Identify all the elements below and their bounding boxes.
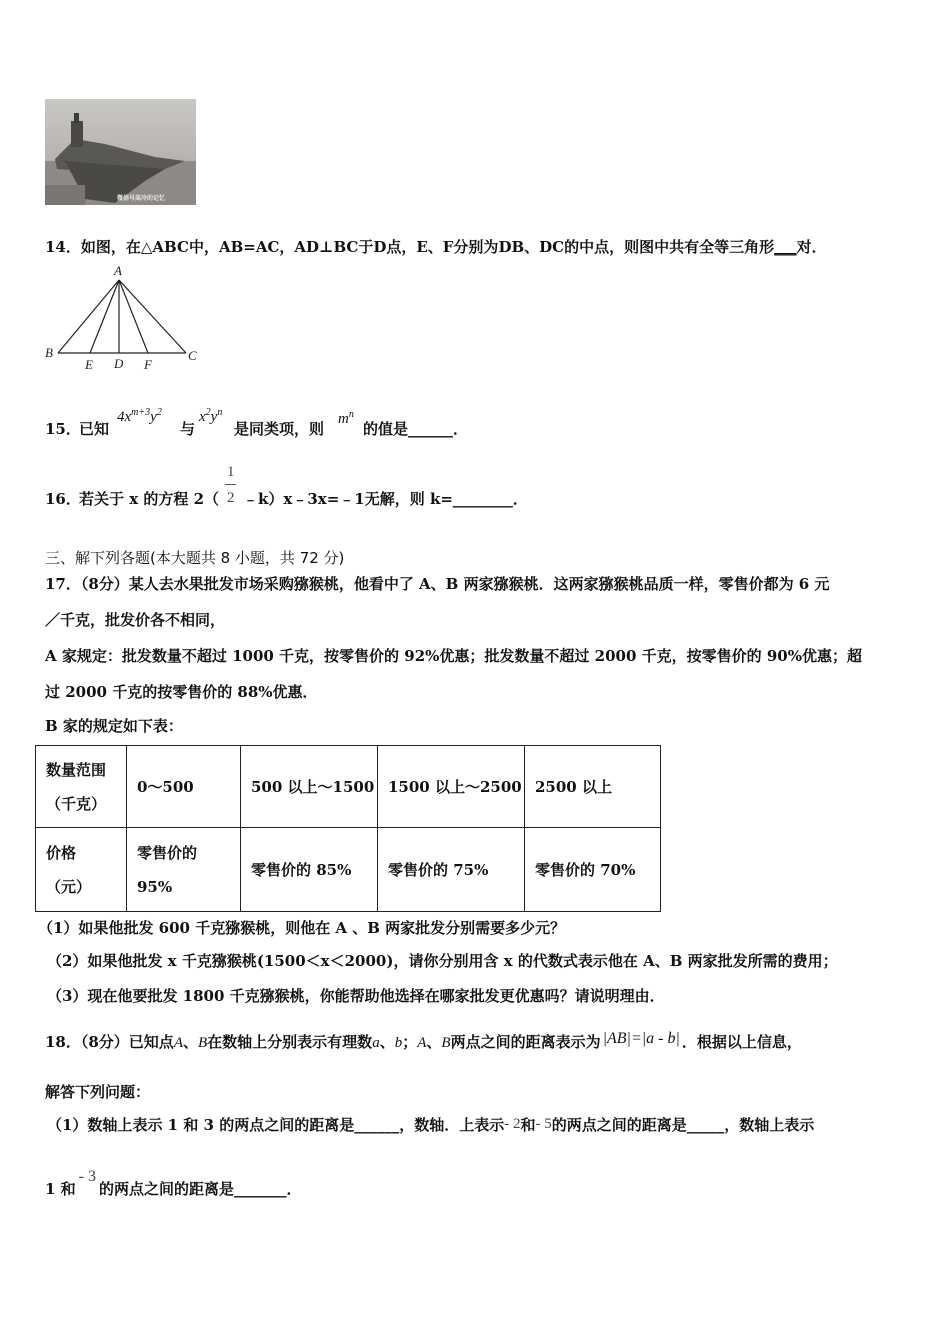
q14-tail: 对． <box>796 238 827 256</box>
q15-number: 15． <box>45 420 81 438</box>
q18-distance-formula: |AB|=|a - b| <box>602 1030 680 1047</box>
table-row <box>36 828 661 912</box>
q15-lead: 已知 <box>79 420 110 438</box>
label-f: F <box>144 357 152 372</box>
q16-fraction-numerator: 1 <box>227 464 235 480</box>
q17-line1: 17．（8分）某人去水果批发市场采购猕猴桃，他看中了 A、B 两家猕猴桃．这两家猕猴桃品质一样，零售价都为 6 元 <box>45 575 830 593</box>
q17-line3: A 家规定：批发数量不超过 1000 千克，按零售价的 92%优惠；批发数量不超过 2000 千克，按零售价的 90%优惠；超 <box>45 647 862 665</box>
side-ac <box>119 280 186 353</box>
q14-blank: ___ <box>774 238 797 256</box>
q16-tail: ﹣k）x﹣3x=﹣1无解，则 k=________． <box>243 490 528 508</box>
aircraft-carrier-photo <box>45 99 196 205</box>
q17-line2: ／千克，批发价各不相同， <box>45 611 226 629</box>
q18-line2: 解答下列问题： <box>45 1083 151 1101</box>
table-row <box>36 746 661 828</box>
table-cell: 价格 （元） <box>36 828 127 912</box>
q15-mid: 是同类项，则 <box>234 420 325 438</box>
q16-fraction-denominator: 2 <box>227 490 235 506</box>
table-cell: 2500 以上 <box>525 746 661 828</box>
q17-sub1: （1）如果他批发 600 千克猕猴桃，则他在 A 、B 两家批发分别需要多少元？ <box>38 919 566 937</box>
q15-expr1: $4x^{m+3}y^2$ <box>117 407 162 425</box>
segment-af <box>119 280 148 353</box>
triangle-diagram <box>44 264 200 374</box>
q16-lead: 若关于 x 的方程 2（ <box>79 490 220 508</box>
q15-with: 与 <box>180 420 196 438</box>
q17-line4: 过 2000 千克的按零售价的 88%优惠． <box>45 683 318 701</box>
table-cell: 零售价的 75% <box>378 828 525 912</box>
label-c: C <box>188 348 197 363</box>
q15-tail: 的值是______． <box>363 420 469 438</box>
q16-fraction-bar <box>225 484 236 485</box>
q15-expr2: $x^2y^n$ <box>199 407 223 425</box>
q14-text: 如图，在△ABC中，AB=AC，AD⊥BC于D点，E、F分别为DB、DC的中点，则图中共有全等三角形 <box>80 238 775 256</box>
q14-number: 14． <box>45 238 81 256</box>
q16-number: 16． <box>45 490 81 508</box>
q17-sub2: （2）如果他批发 x 千克猕猴桃(1500＜x＜2000)，请你分别用含 x 的代数式表示他在 A、B 两家批发所需的费用； <box>47 952 838 970</box>
section-3-title: 三、解下列各题(本大题共 8 小题，共 72 分) <box>45 549 345 567</box>
question-16 <box>45 462 645 512</box>
side-ab <box>58 280 119 353</box>
label-e: E <box>85 357 93 372</box>
b-pricing-table <box>35 745 661 912</box>
q18-line1: 18．（8分）已知点A、B在数轴上分别表示有理数a、b；A、B两点之间的距离表示为 |AB|=|a - b| ．根据以上信息， <box>45 1030 802 1051</box>
table-cell: 500 以上～1500 <box>241 746 378 828</box>
q18-line3: （1）数轴上表示 1 和 3 的两点之间的距离是______，数轴．上表示- 2和- 5的两点之间的距离是_____，数轴上表示 <box>47 1116 815 1134</box>
table-cell: 零售价的 85% <box>241 828 378 912</box>
table-cell: 零售价的 70% <box>525 828 661 912</box>
label-a: A <box>114 264 122 278</box>
question-14 <box>45 236 827 257</box>
q15-m-power-n: $m^n$ <box>338 409 354 427</box>
label-d: D <box>114 356 124 371</box>
table-cell: 零售价的 95% <box>127 828 241 912</box>
table-cell: 0～500 <box>127 746 241 828</box>
photo-caption: 微信号高冷的记忆 <box>117 195 166 202</box>
q18-line4: 1 和- 3的两点之间的距离是_______． <box>45 1168 302 1198</box>
table-cell: 数量范围 （千克） <box>36 746 127 828</box>
label-b: B <box>45 345 53 360</box>
q17-sub3: （3）现在他要批发 1800 千克猕猴桃，你能帮助他选择在哪家批发更优惠吗？请说明理由． <box>47 987 665 1005</box>
segment-ae <box>90 280 119 353</box>
table-cell: 1500 以上～2500 <box>378 746 525 828</box>
q17-line5: B 家的规定如下表： <box>45 717 183 735</box>
